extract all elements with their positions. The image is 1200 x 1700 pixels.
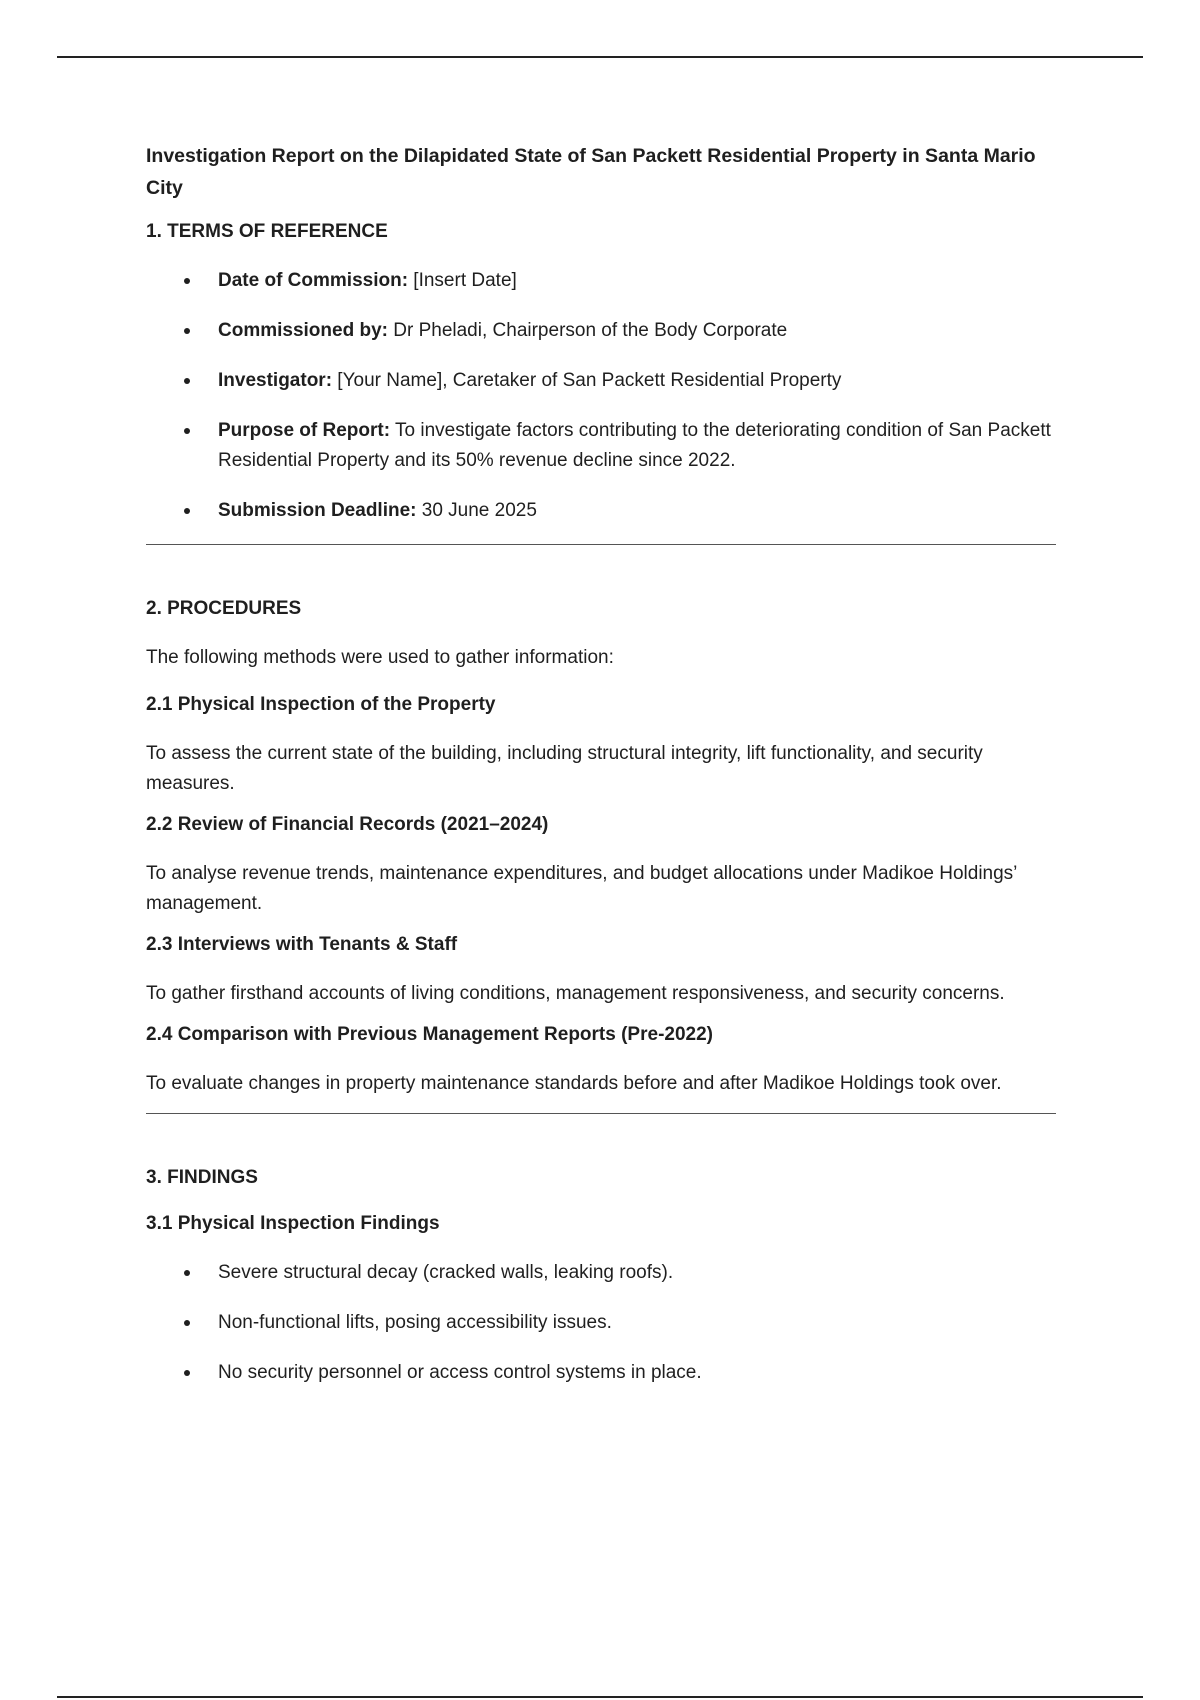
bullet-icon [184, 1320, 190, 1326]
list-item [146, 1308, 1056, 1338]
list-item-commissioned-by [146, 316, 1056, 346]
subsection-heading-2-4: 2.4 Comparison with Previous Management Reports (Pre-2022) [146, 1024, 713, 1045]
subsection-text-2-2: To analyse revenue trends, maintenance expenditures, and budget allocations under Madikoe Holdings’ management. [146, 863, 1017, 914]
subsection-heading-3-1: 3.1 Physical Inspection Findings [146, 1213, 440, 1234]
section-heading-terms-of-reference: 1. TERMS OF REFERENCE [146, 221, 388, 242]
section-divider [146, 1113, 1056, 1114]
subsection-text-2-1: To assess the current state of the building, including structural integrity, lift functionality, and security measures. [146, 743, 983, 794]
list-item [146, 1358, 1056, 1388]
bullet-icon [184, 1370, 190, 1376]
item-value: Dr Pheladi, Chairperson of the Body Corporate [387, 320, 788, 341]
subsection-heading-2-3: 2.3 Interviews with Tenants & Staff [146, 934, 458, 955]
item-value: [Your Name], Caretaker of San Packett Residential Property [332, 370, 842, 391]
list-item [146, 1258, 1056, 1288]
item-value: [Insert Date] [408, 270, 517, 291]
bullet-icon [184, 328, 190, 334]
findings-list [146, 1258, 1056, 1388]
list-item-submission-deadline [146, 496, 1056, 526]
subsection-text-2-3: To gather firsthand accounts of living conditions, management responsiveness, and security concerns. [146, 983, 1005, 1004]
document-body [146, 140, 1056, 1408]
bullet-icon [184, 428, 190, 434]
finding-text: Severe structural decay (cracked walls, leaking roofs). [218, 1262, 674, 1283]
bullet-icon [184, 508, 190, 514]
item-value: To investigate factors contributing to the deteriorating condition of San Packett Residential Property and its 50% revenue decline since 2022. [218, 420, 1051, 471]
finding-text: Non-functional lifts, posing accessibility issues. [218, 1312, 612, 1333]
item-value: 30 June 2025 [416, 500, 537, 521]
list-item-purpose-of-report [146, 416, 1056, 476]
section-heading-findings: 3. FINDINGS [146, 1167, 258, 1188]
page-bottom-rule [57, 1696, 1143, 1698]
section-divider [146, 544, 1056, 545]
terms-of-reference-list [146, 266, 1056, 526]
item-label: Date of Commission: [218, 270, 409, 291]
list-item-investigator [146, 366, 1056, 396]
section-heading-procedures: 2. PROCEDURES [146, 598, 302, 619]
subsection-heading-2-1: 2.1 Physical Inspection of the Property [146, 694, 496, 715]
bullet-icon [184, 378, 190, 384]
item-label: Investigator: [218, 370, 333, 391]
item-label: Purpose of Report: [218, 420, 391, 441]
item-label: Submission Deadline: [218, 500, 417, 521]
procedures-intro: The following methods were used to gather information: [146, 647, 614, 668]
bullet-icon [184, 278, 190, 284]
bullet-icon [184, 1270, 190, 1276]
subsection-text-2-4: To evaluate changes in property maintenance standards before and after Madikoe Holdings took over. [146, 1073, 1002, 1094]
document-title: Investigation Report on the Dilapidated State of San Packett Residential Property in Santa Mario City [146, 145, 1036, 199]
list-item-date-of-commission [146, 266, 1056, 296]
item-label: Commissioned by: [218, 320, 388, 341]
page-top-rule [57, 56, 1143, 58]
finding-text: No security personnel or access control systems in place. [218, 1362, 702, 1383]
subsection-heading-2-2: 2.2 Review of Financial Records (2021–2024) [146, 814, 549, 835]
